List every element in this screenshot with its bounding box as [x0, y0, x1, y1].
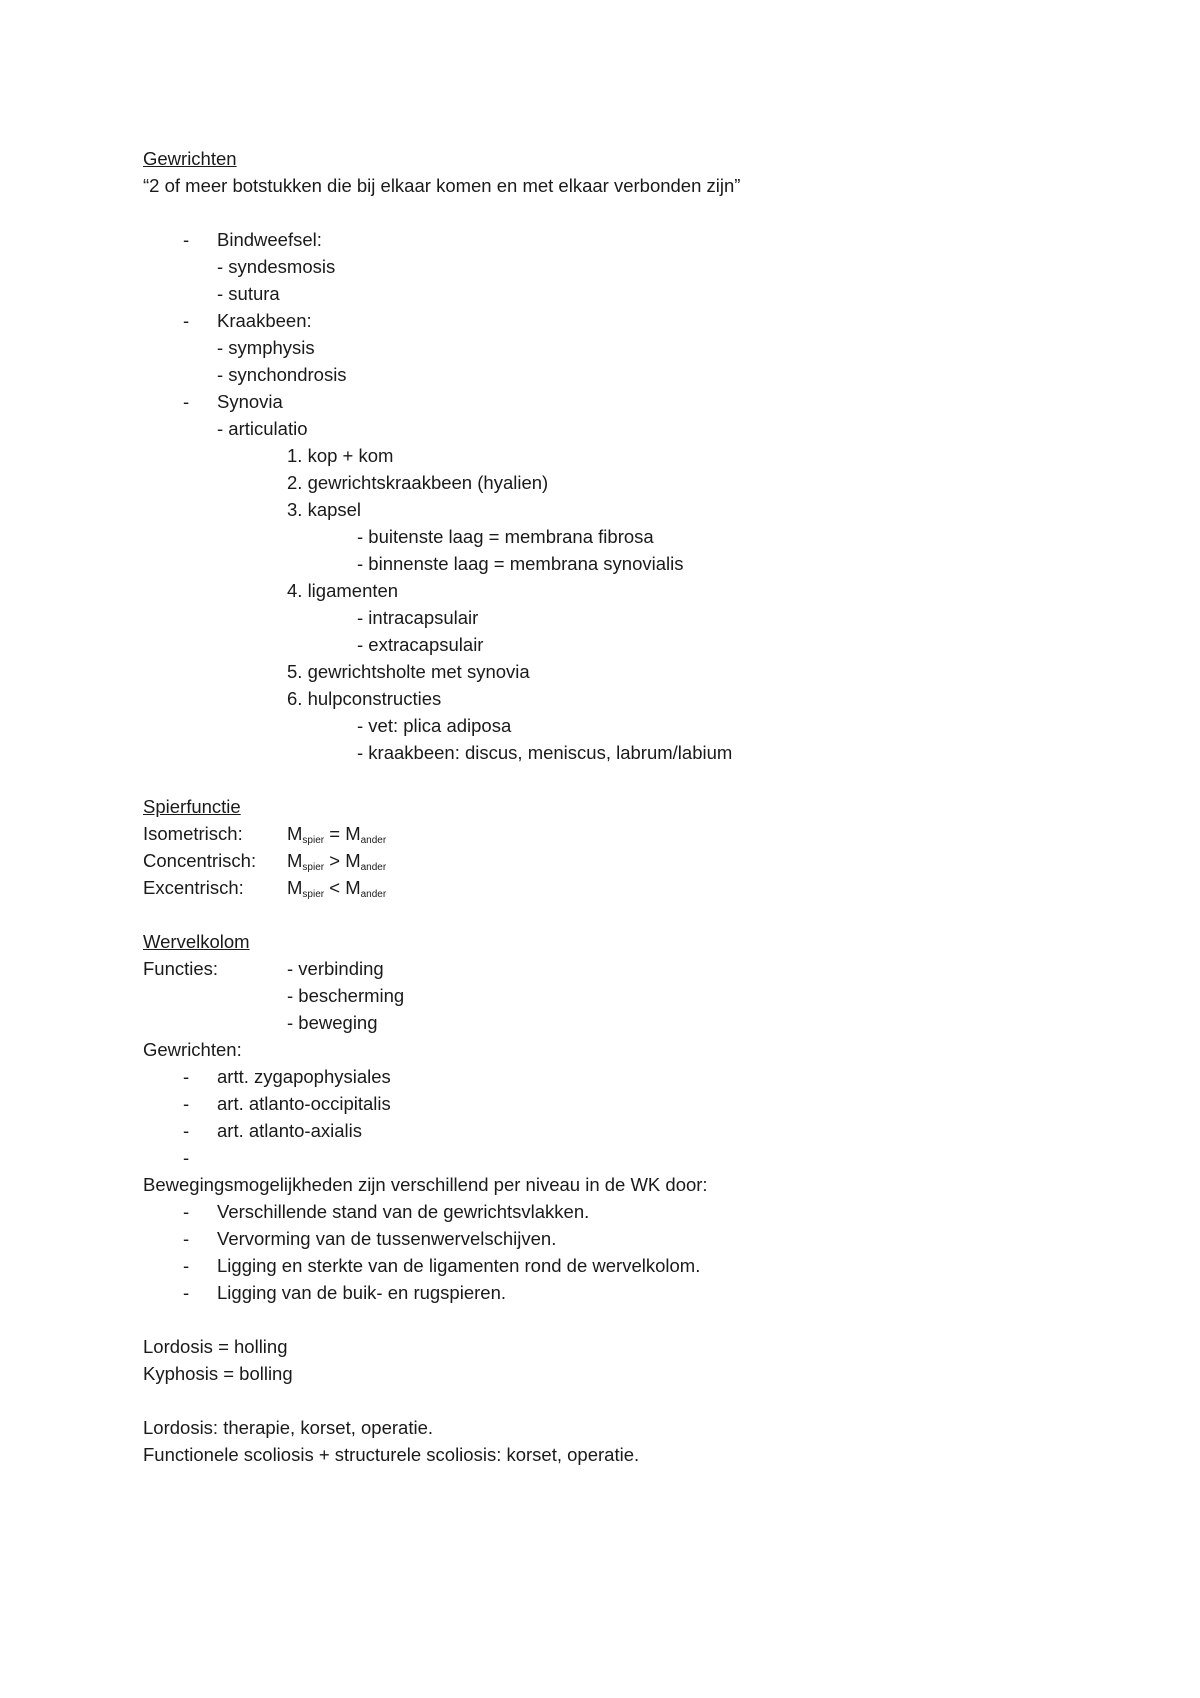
moment-formula: $M_{spier} = M_{ander}$: [287, 823, 387, 846]
bullet-dash: -: [183, 1255, 190, 1276]
beweging-item: Verschillende stand van de gewrichtsvlakken.: [217, 1201, 590, 1222]
gewrichten-label: Gewrichten:: [143, 1039, 242, 1060]
bullet-dash: -: [183, 1066, 190, 1087]
group-item: - symphysis: [217, 337, 315, 358]
beweging-item: Ligging van de buik- en rugspieren.: [217, 1282, 506, 1303]
group-item: - syndesmosis: [217, 256, 336, 277]
bullet-dash: -: [183, 1228, 190, 1249]
group-item: - synchondrosis: [217, 364, 347, 385]
functie-item: - bescherming: [287, 985, 405, 1006]
spierfunctie-label: Isometrisch:: [143, 823, 243, 844]
gewricht-item: art. atlanto-occipitalis: [217, 1093, 391, 1114]
beweging-item: Vervorming van de tussenwervelschijven.: [217, 1228, 557, 1249]
definition-text: “2 of meer botstukken die bij elkaar komen en met elkaar verbonden zijn”: [143, 175, 741, 196]
articulatio-subitem: - binnenste laag = membrana synovialis: [357, 553, 684, 574]
articulatio-subitem: - intracapsulair: [357, 607, 479, 628]
bullet-dash: -: [183, 391, 190, 412]
lordosis-definition: Lordosis = holling: [143, 1336, 288, 1357]
articulatio-subitem: - vet: plica adiposa: [357, 715, 512, 736]
bullet-dash: -: [183, 310, 190, 331]
bullet-dash: -: [183, 1120, 190, 1141]
articulatio-subitem: - buitenste laag = membrana fibrosa: [357, 526, 654, 547]
group-label: Synovia: [217, 391, 283, 412]
group-item: - articulatio: [217, 418, 308, 439]
spierfunctie-label: Concentrisch:: [143, 850, 257, 871]
heading-gewrichten: Gewrichten: [143, 148, 237, 169]
moment-formula: $M_{spier} < M_{ander}$: [287, 877, 387, 900]
articulatio-item: 4. ligamenten: [287, 580, 399, 601]
spierfunctie-label: Excentrisch:: [143, 877, 244, 898]
articulatio-subitem: - extracapsulair: [357, 634, 484, 655]
group-label: Kraakbeen:: [217, 310, 312, 331]
beweging-intro: Bewegingsmogelijkheden zijn verschillend per niveau in de WK door:: [143, 1174, 708, 1195]
heading-wervelkolom: Wervelkolom: [143, 931, 250, 952]
articulatio-item: 3. kapsel: [287, 499, 362, 520]
functie-item: - beweging: [287, 1012, 378, 1033]
bullet-dash: -: [183, 1201, 190, 1222]
bullet-dash: -: [183, 1147, 190, 1168]
heading-spierfunctie: Spierfunctie: [143, 796, 241, 817]
articulatio-item: 5. gewrichtsholte met synovia: [287, 661, 530, 682]
articulatio-item: 6. hulpconstructies: [287, 688, 442, 709]
bullet-dash: -: [183, 1282, 190, 1303]
articulatio-subitem: - kraakbeen: discus, meniscus, labrum/labium: [357, 742, 733, 763]
articulatio-item: 2. gewrichtskraakbeen (hyalien): [287, 472, 549, 493]
group-item: - sutura: [217, 283, 280, 304]
gewricht-item: art. atlanto-axialis: [217, 1120, 362, 1141]
kyphosis-definition: Kyphosis = bolling: [143, 1363, 293, 1384]
articulatio-item: 1. kop + kom: [287, 445, 394, 466]
lordosis-treatment: Lordosis: therapie, korset, operatie.: [143, 1417, 433, 1438]
bullet-dash: -: [183, 229, 190, 250]
functie-item: - verbinding: [287, 958, 384, 979]
bullet-dash: -: [183, 1093, 190, 1114]
group-label: Bindweefsel:: [217, 229, 322, 250]
moment-formula: $M_{spier} > M_{ander}$: [287, 850, 387, 873]
gewricht-item: artt. zygapophysiales: [217, 1066, 391, 1087]
scoliosis-treatment: Functionele scoliosis + structurele scoliosis: korset, operatie.: [143, 1444, 640, 1465]
beweging-item: Ligging en sterkte van de ligamenten rond de wervelkolom.: [217, 1255, 701, 1276]
functies-label: Functies:: [143, 958, 219, 979]
